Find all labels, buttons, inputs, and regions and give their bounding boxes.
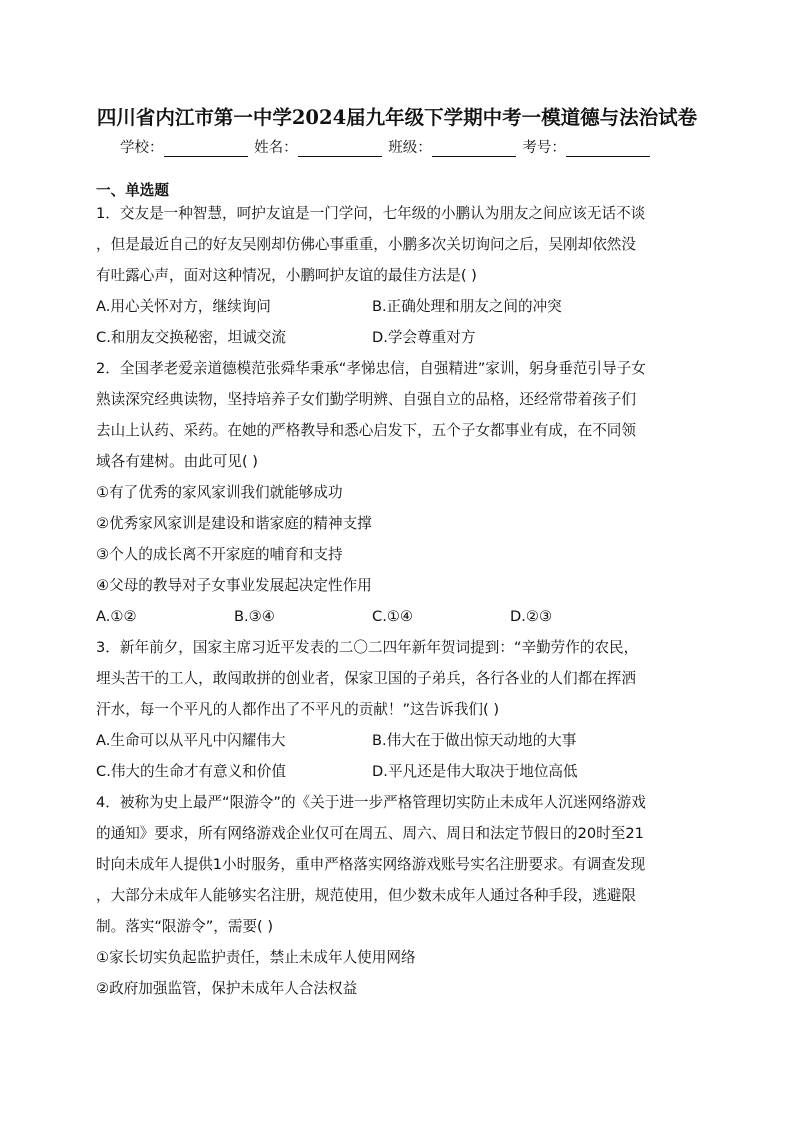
q2-line: 2．全国孝老爱亲道德模范张舜华秉承“孝悌忠信，自强精进”家训，躬身垂范引导子女 bbox=[96, 360, 646, 377]
q2-line: 熟读深究经典读物，坚持培养子女们勤学明辨、自强自立的品格，还经常带着孩子们 bbox=[96, 391, 636, 408]
q4-statement: ②政府加强监管，保护未成年人合法权益 bbox=[96, 980, 358, 997]
q3-line: 3．新年前夕，国家主席习近平发表的二〇二四年新年贺词提到：“辛勤劳作的农民， bbox=[96, 639, 639, 656]
q4-line: 时向未成年人提供1小时服务，重申严格落实网络游戏账号实名注册要求。有调查发现 bbox=[96, 856, 646, 873]
q4-statement: ①家长切实负起监护责任，禁止未成年人使用网络 bbox=[96, 949, 416, 966]
exam-number-label: 考号： bbox=[522, 140, 566, 156]
q2-statement: ④父母的教导对子女事业发展起决定性作用 bbox=[96, 577, 372, 594]
name-label: 姓名： bbox=[254, 140, 298, 156]
q1-option-d[interactable]: D.学会尊重对方 bbox=[372, 329, 476, 346]
q1-line: 有吐露心声，面对这种情况，小鹏呵护友谊的最佳方法是( ) bbox=[96, 267, 477, 284]
q3-option-a[interactable]: A.生命可以从平凡中闪耀伟大 bbox=[96, 732, 286, 749]
q3-option-d[interactable]: D.平凡还是伟大取决于地位高低 bbox=[372, 763, 578, 780]
q1-line: ，但是最近自己的好友吴刚却仿佛心事重重，小鹏多次关切询问之后，吴刚却依然没 bbox=[96, 236, 636, 253]
page-title: 四川省内江市第一中学2024届九年级下学期中考一模道德与法治试卷 bbox=[96, 106, 698, 129]
q3-line: 埋头苦干的工人，敢闯敢拼的创业者，保家卫国的子弟兵，各行各业的人们都在挥洒 bbox=[96, 670, 636, 687]
q2-statement: ②优秀家风家训是建设和谐家庭的精神支撑 bbox=[96, 515, 372, 532]
q4-line: 的通知》要求，所有网络游戏企业仅可在周五、周六、周日和法定节假日的20时至21 bbox=[96, 825, 644, 842]
exam-number-blank[interactable] bbox=[566, 141, 650, 157]
q3-line: 汗水，每一个平凡的人都作出了不平凡的贡献！”这告诉我们( ) bbox=[96, 701, 500, 718]
q1-option-b[interactable]: B.正确处理和朋友之间的冲突 bbox=[372, 298, 562, 315]
q2-statement: ①有了优秀的家风家训我们就能够成功 bbox=[96, 484, 343, 501]
q3-option-c[interactable]: C.伟大的生命才有意义和价值 bbox=[96, 763, 286, 780]
q2-option-b[interactable]: B.③④ bbox=[234, 608, 275, 625]
q2-line: 域各有建树。由此可见( ) bbox=[96, 453, 258, 470]
q1-line: 1．交友是一种智慧，呵护友谊是一门学问，七年级的小鹏认为朋友之间应该无话不谈 bbox=[96, 205, 646, 222]
q2-line: 去山上认药、采药。在她的严格教导和悉心启发下，五个子女都事业有成，在不同领 bbox=[96, 422, 636, 439]
section-heading: 一、单选题 bbox=[96, 182, 169, 199]
class-label: 班级： bbox=[388, 140, 432, 156]
q2-option-a[interactable]: A.①② bbox=[96, 608, 137, 625]
q2-statement: ③个人的成长离不开家庭的哺育和支持 bbox=[96, 546, 343, 563]
school-blank[interactable] bbox=[164, 141, 248, 157]
q4-line: 4．被称为史上最严“限游令”的《关于进一步严格管理切实防止未成年人沉迷网络游戏 bbox=[96, 794, 646, 811]
q1-option-a[interactable]: A.用心关怀对方，继续询问 bbox=[96, 298, 271, 315]
name-blank[interactable] bbox=[298, 141, 382, 157]
student-info-line bbox=[120, 136, 652, 157]
q3-option-b[interactable]: B.伟大在于做出惊天动地的大事 bbox=[372, 732, 577, 749]
q2-option-c[interactable]: C.①④ bbox=[372, 608, 413, 625]
school-label: 学校： bbox=[120, 140, 164, 156]
q1-option-c[interactable]: C.和朋友交换秘密，坦诚交流 bbox=[96, 329, 286, 346]
q4-line: ，大部分未成年人能够实名注册，规范使用，但少数未成年人通过各种手段，逃避限 bbox=[96, 887, 636, 904]
q2-option-d[interactable]: D.②③ bbox=[510, 608, 553, 625]
q4-line: 制。落实“限游令”，需要( ) bbox=[96, 918, 274, 935]
class-blank[interactable] bbox=[432, 141, 516, 157]
